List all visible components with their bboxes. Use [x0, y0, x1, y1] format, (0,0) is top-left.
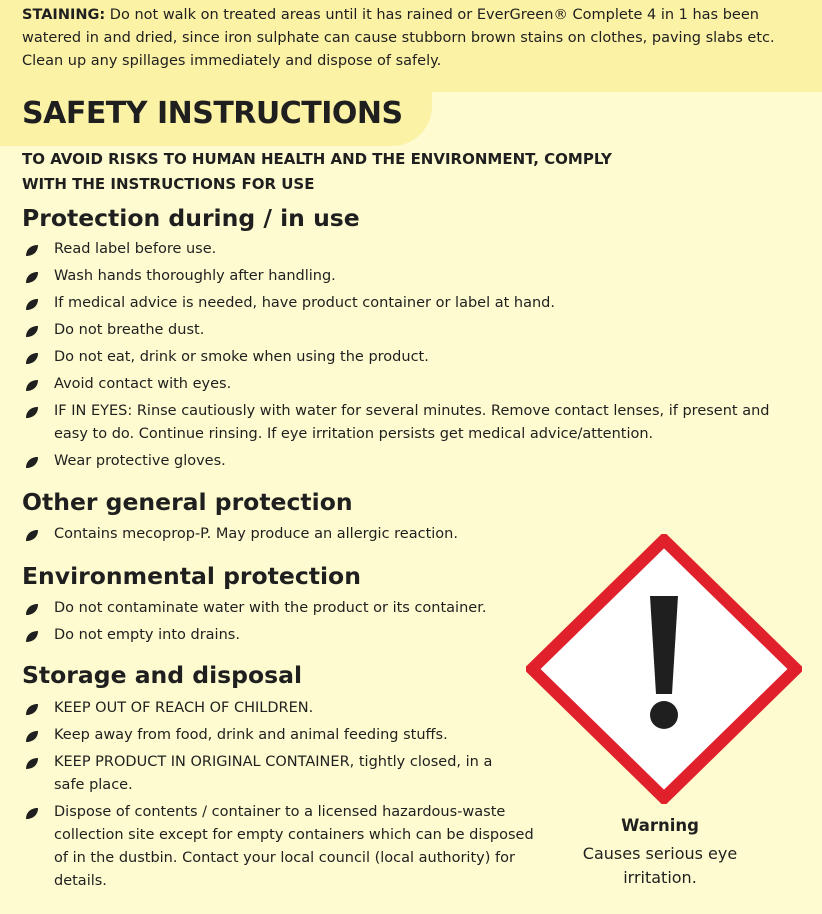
list-item-text: Keep away from food, drink and animal feeding stuffs.: [54, 727, 448, 743]
exclamation-hazard-icon: [526, 534, 802, 804]
storage-and-disposal-list: [24, 697, 549, 893]
list-item: [24, 724, 549, 747]
hazard-signal-word: Warning: [621, 816, 699, 835]
list-item-text: Read label before use.: [54, 241, 217, 257]
list-item-text: IF IN EYES: Rinse cautiously with water for several minutes. Remove contact lenses, if present and easy to do. Continue rinsing. If eye irritation persists get medical advice/attention.: [54, 403, 770, 442]
list-item-text: Contains mecoprop-P. May produce an allergic reaction.: [54, 526, 458, 542]
leaf-bullet-icon: [25, 456, 39, 469]
section-heading-protection-in-use: Protection during / in use: [22, 204, 360, 232]
other-general-protection-list: [24, 523, 524, 546]
list-item-text: Wash hands thoroughly after handling.: [54, 268, 336, 284]
leaf-bullet-icon: [25, 352, 39, 365]
list-item-text: Avoid contact with eyes.: [54, 376, 232, 392]
leaf-bullet-icon: [25, 244, 39, 257]
list-item-text: Do not breathe dust.: [54, 322, 205, 338]
protection-in-use-list: [24, 238, 804, 473]
list-item: [24, 450, 804, 473]
leaf-bullet-icon: [25, 271, 39, 284]
leaf-bullet-icon: [25, 325, 39, 338]
section-heading-environmental-protection: Environmental protection: [22, 562, 361, 590]
section-heading-other-general-protection: Other general protection: [22, 488, 353, 516]
safety-subtitle: TO AVOID RISKS TO HUMAN HEALTH AND THE ENVIRONMENT, COMPLY WITH THE INSTRUCTIONS FOR USE: [22, 150, 612, 193]
list-item: [24, 624, 524, 647]
list-item: [24, 597, 524, 620]
list-item: [24, 373, 804, 396]
leaf-bullet-icon: [25, 807, 39, 820]
list-item: [24, 523, 524, 546]
staining-label: STAINING:: [22, 7, 106, 23]
leaf-bullet-icon: [25, 603, 39, 616]
list-item: [24, 400, 804, 446]
staining-text: Do not walk on treated areas until it has rained or EverGreen® Complete 4 in 1 has been watered in and dried, since iron sulphate can cause stubborn brown stains on clothes, paving slabs etc. Clean up any spillages immediately and dispose of safely.: [22, 7, 775, 69]
leaf-bullet-icon: [25, 406, 39, 419]
environmental-protection-list: [24, 597, 524, 647]
list-item-text: Wear protective gloves.: [54, 453, 226, 469]
section-heading-storage-and-disposal: Storage and disposal: [22, 661, 303, 689]
leaf-bullet-icon: [25, 529, 39, 542]
list-item-text: Do not eat, drink or smoke when using the product.: [54, 349, 429, 365]
leaf-bullet-icon: [25, 730, 39, 743]
staining-note: [22, 4, 802, 73]
leaf-bullet-icon: [25, 757, 39, 770]
list-item: [24, 265, 804, 288]
list-item: [24, 697, 549, 720]
list-item: [24, 319, 804, 342]
list-item: [24, 801, 549, 893]
list-item: [24, 346, 804, 369]
leaf-bullet-icon: [25, 298, 39, 311]
leaf-bullet-icon: [25, 703, 39, 716]
list-item: [24, 238, 804, 261]
leaf-bullet-icon: [25, 630, 39, 643]
list-item-text: Dispose of contents / container to a licensed hazardous-waste collection site except for empty containers which can be disposed of in the dustbin. Contact your local council (local authority) for details.: [54, 804, 534, 889]
page-title: SAFETY INSTRUCTIONS: [22, 96, 403, 131]
list-item: [24, 751, 514, 797]
list-item-text: KEEP PRODUCT IN ORIGINAL CONTAINER, tightly closed, in a safe place.: [54, 754, 493, 793]
list-item-text: KEEP OUT OF REACH OF CHILDREN.: [54, 700, 314, 716]
leaf-bullet-icon: [25, 379, 39, 392]
hazard-statement: Causes serious eye irritation.: [582, 844, 738, 887]
list-item-text: If medical advice is needed, have product container or label at hand.: [54, 295, 555, 311]
list-item: [24, 292, 804, 315]
list-item-text: Do not contaminate water with the product or its container.: [54, 600, 487, 616]
list-item-text: Do not empty into drains.: [54, 627, 240, 643]
